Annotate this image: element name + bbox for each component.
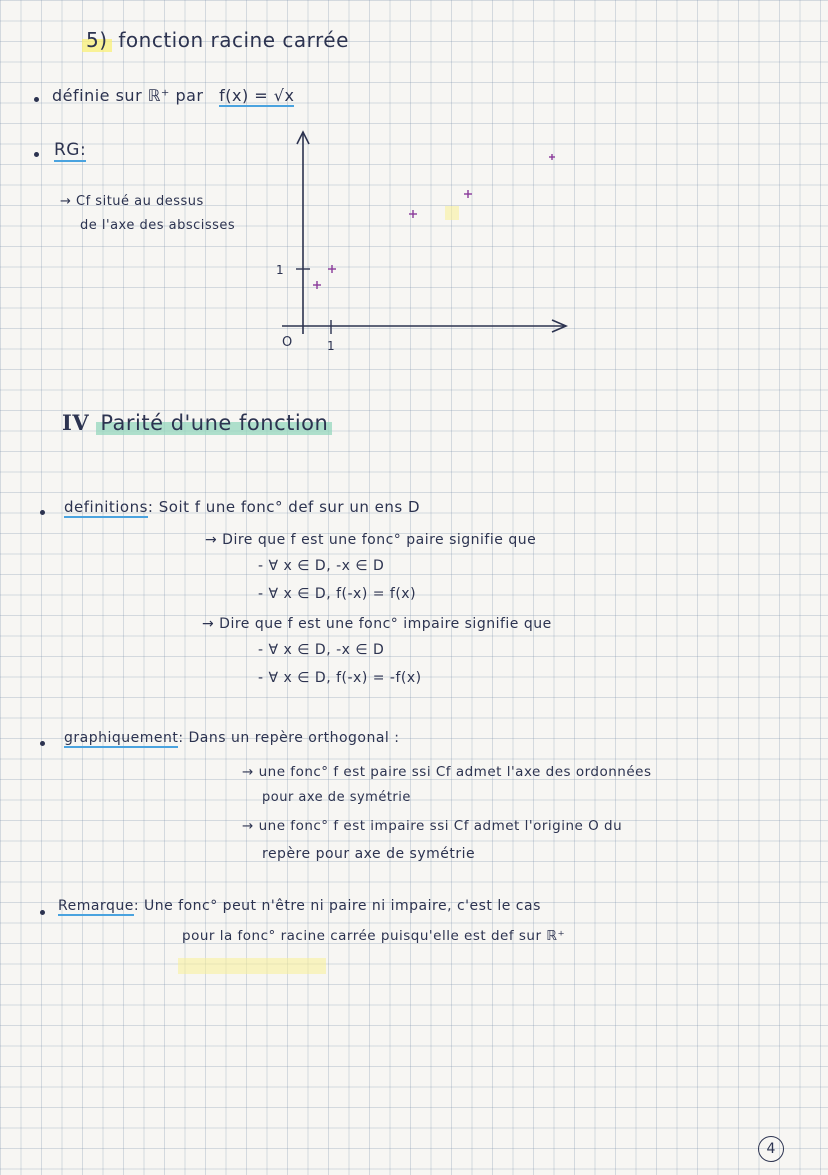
section4-numeral: IV [62,410,90,435]
rg-note-line2: de l'axe des abscisses [80,218,236,233]
origin-label: O [282,335,293,350]
plot-point [549,154,555,160]
def-set: ℝ⁺ [147,86,170,105]
sqrt-graph [0,0,828,400]
section4-title [62,410,332,435]
paire-cond1: - ∀ x ∈ D, -x ∈ D [258,558,385,574]
highlight-smudge [178,958,326,974]
x-tick-label: 1 [327,339,335,353]
graphiquement-line3: → une fonc° f est impaire ssi Cf admet l'origine O du [242,818,623,834]
impaire-line: → Dire que f est une fonc° impaire signifie que [202,616,552,632]
remarque-line1-text: : Une fonc° peut n'être ni paire ni impaire, c'est le cas [133,898,541,914]
page-number: 4 [758,1136,784,1162]
rg-label: RG: [54,140,87,160]
bullet [40,510,45,515]
def-formula: f(x) = √x [219,86,295,105]
graphiquement-line2: pour axe de symétrie [262,790,411,805]
section4-title-text: Parité d'une fonction [96,411,332,435]
definitions-intro [64,498,420,516]
graphiquement-intro [64,730,399,746]
paire-line: → Dire que f est une fonc° paire signifie que [205,532,537,548]
bullet [40,910,45,915]
y-tick-label: 1 [276,263,284,277]
highlight-smudge [445,206,459,220]
bullet [40,741,45,746]
def-text: définie sur [52,86,143,105]
impaire-cond2: - ∀ x ∈ D, f(-x) = -f(x) [258,670,422,686]
graphiquement-line1: → une fonc° f est paire ssi Cf admet l'axe des ordonnées [242,764,652,780]
plot-point [409,210,417,218]
section5-number: 5) [82,28,112,52]
impaire-cond1: - ∀ x ∈ D, -x ∈ D [258,642,385,658]
remarque-line1 [58,898,541,914]
graphiquement-label: graphiquement [64,730,179,746]
graphiquement-intro-text: : Dans un repère orthogonal : [178,730,400,746]
plot-point [464,190,472,198]
remarque-line2: pour la fonc° racine carrée puisqu'elle est def sur ℝ⁺ [182,928,566,944]
graphiquement-line4: repère pour axe de symétrie [262,846,476,862]
rg-note-line1: → Cf situé au dessus [60,194,204,209]
definitions-label: definitions [64,498,148,516]
remarque-label: Remarque [58,898,134,914]
plotted-points [313,154,555,289]
def-par: par [175,86,204,105]
plot-point [328,265,336,273]
section5-title-text: fonction racine carrée [118,28,349,52]
paire-cond2: - ∀ x ∈ D, f(-x) = f(x) [258,586,417,602]
definitions-intro-text: : Soit f une fonc° def sur un ens D [147,498,421,516]
plot-point [313,281,321,289]
